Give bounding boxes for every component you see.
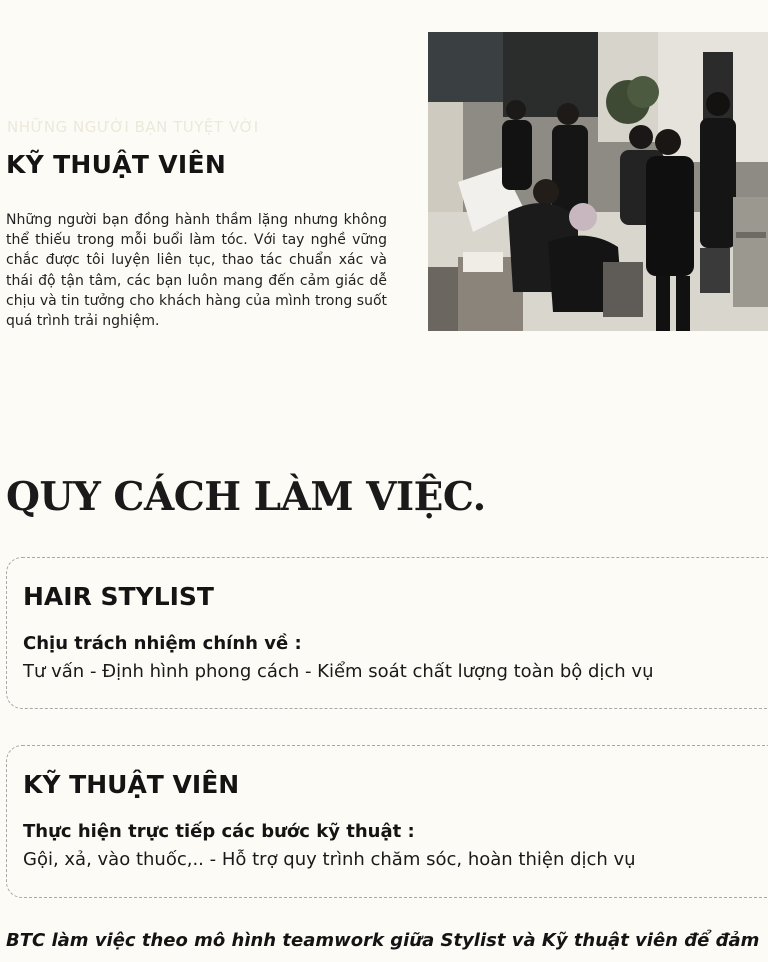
technician-title: KỸ THUẬT VIÊN bbox=[6, 150, 227, 179]
role-responsibility-label: Chịu trách nhiệm chính về : bbox=[23, 633, 302, 654]
role-title: KỸ THUẬT VIÊN bbox=[23, 770, 240, 799]
role-card-technician bbox=[6, 745, 768, 898]
role-card-hair-stylist bbox=[6, 557, 768, 709]
role-responsibility: Gội, xả, vào thuốc,.. - Hỗ trợ quy trình chăm sóc, hoàn thiện dịch vụ bbox=[23, 849, 636, 870]
teamwork-note: BTC làm việc theo mô hình teamwork giữa Stylist và Kỹ thuật viên để đảm bbox=[6, 930, 760, 951]
workflow-heading: QUY CÁCH LÀM VIỆC. bbox=[6, 474, 486, 520]
salon-team-photo bbox=[428, 32, 768, 331]
role-title: HAIR STYLIST bbox=[23, 582, 214, 611]
section-eyebrow: NHỮNG NGƯỜI BẠN TUYỆT VỜI bbox=[7, 118, 259, 136]
role-responsibility-label: Thực hiện trực tiếp các bước kỹ thuật : bbox=[23, 821, 415, 842]
technician-description: Những người bạn đồng hành thầm lặng nhưng không thể thiếu trong mỗi buổi làm tóc. Với tay nghề vững chắc được tôi luyện liên tục, thao tác chuẩn xác và thái độ tận tâm, các bạn luôn mang đến cảm giác dễ chịu và tin tưởng cho khách hàng của mình trong suốt quá trình trải nghiệm. bbox=[6, 212, 387, 330]
role-responsibility: Tư vấn - Định hình phong cách - Kiểm soát chất lượng toàn bộ dịch vụ bbox=[23, 661, 654, 682]
